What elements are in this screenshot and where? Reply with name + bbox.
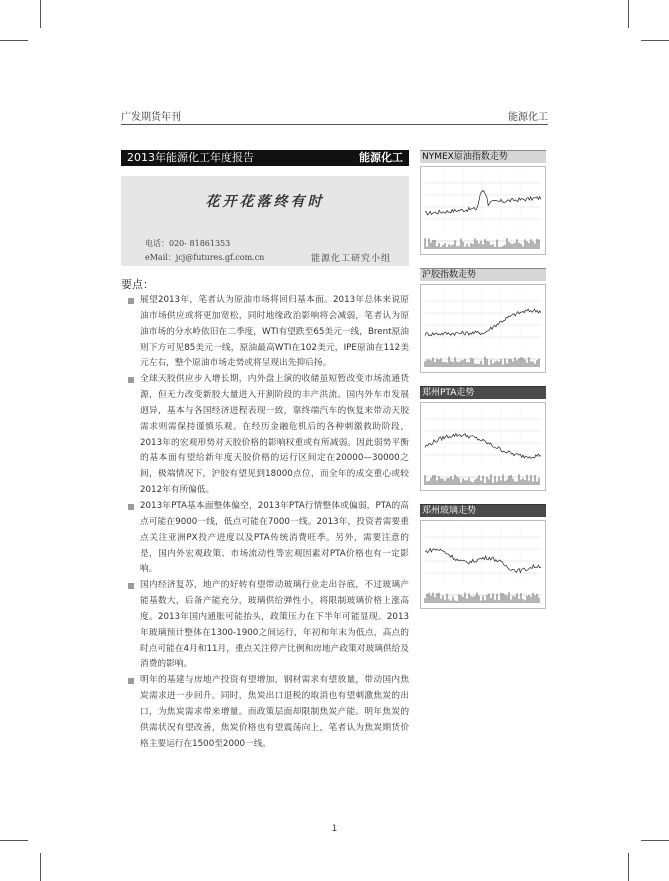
- pta-chart-image: [421, 403, 545, 490]
- bullet-square-icon: [128, 298, 134, 304]
- keypoint-coke: [128, 673, 409, 752]
- chart-frame: [420, 166, 546, 255]
- research-team: 能源化工研究小组: [310, 254, 391, 264]
- crop-mark-top-right-h: [641, 40, 669, 41]
- chart-frame: [420, 284, 546, 373]
- chart-frame: [420, 402, 546, 491]
- crop-mark-bottom-right-v: [628, 853, 629, 881]
- report-motto: 花开花落终有时: [205, 194, 325, 210]
- keypoint-glass: [128, 578, 409, 673]
- keypoint-text: 明年的基建与房地产投资有望增加，钢材需求有望放量，带动国内焦炭需求进一步回升。同时，焦炭出口退税的取消也有望刺激焦炭的出口，为焦炭需求带来增量。而政策层面却限制焦炭产能。明年焦炭的供需状况有望改善，焦炭价格也有望震荡向上，笔者认为焦炭期货价格主要运行在1500至2000一线。: [140, 675, 409, 749]
- contact-phone: 电话：020- 81861353: [145, 239, 231, 248]
- running-header: [121, 108, 548, 122]
- keypoint-text: 展望2013年，笔者认为原油市场将回归基本面。2013年总体来说原油市场供应或将更加宽松，同时地缘政治影响将会减弱，笔者认为原油市场的分水岭依旧在二季度，WTI有望跌至65美元一线，Brent原油则下方可见85美元一线，原油最高WTI在102美元，IPE原油在112美元左右，整个原油市场走势或将呈现出先抑后扬。: [140, 295, 409, 369]
- crop-mark-bottom-left-v: [40, 853, 41, 881]
- keypoint-crude-oil: [128, 293, 409, 372]
- bullet-square-icon: [128, 678, 134, 684]
- chart-caption: 沪胶指数走势: [420, 268, 546, 281]
- report-sector: 能源化工: [359, 151, 403, 164]
- keypoint-pta: [128, 499, 409, 578]
- crop-mark-bottom-left-h: [0, 840, 28, 841]
- report-title: 2013年能源化工年度报告: [127, 151, 254, 164]
- contact-email: eMail：jcj@futures.gf.com.cn: [145, 253, 265, 262]
- crop-mark-bottom-right-h: [641, 840, 669, 841]
- bullet-square-icon: [128, 583, 134, 589]
- crop-mark-top-right-v: [628, 0, 629, 28]
- nymex-chart-image: [421, 167, 545, 254]
- crop-mark-top-left-v: [40, 0, 41, 28]
- rubber-chart-image: [421, 285, 545, 372]
- keypoint-rubber: [128, 372, 409, 499]
- crop-mark-top-left-h: [0, 40, 28, 41]
- chart-panel-nymex: [420, 150, 546, 255]
- page-number: 1: [331, 824, 338, 834]
- bullet-square-icon: [128, 377, 134, 383]
- chart-caption: 郑州玻璃走势: [420, 504, 546, 517]
- glass-chart-image: [421, 521, 545, 608]
- keypoint-text: 2013年PTA基本面整体偏空，2013年PTA行情整体或偏弱，PTA的高点可能在9000一线，低点可能在7000一线。2013年，投资者需要重点关注亚洲PX投产进度以及PTA传统消费旺季。另外，需要注意的是，国内外宏观政策、市场流动性等宏观因素对PTA价格也有一定影响。: [140, 500, 409, 575]
- keypoint-text: 国内经济复苏，地产的好转有望带动玻璃行业走出谷底，不过玻璃产能基数大，后备产能充分，玻璃供给弹性小，将限制玻璃价格上涨高度。2013年国内通胀可能抬头，政策压力在下半年可能显现。2013年玻璃预计整体在1300-1900之间运行，年初和年末为低点，高点的时点可能在4月和11月，重点关注停产比例和房地产政策对玻璃供给及消费的影响。: [140, 580, 409, 670]
- chart-panel-pta: [420, 386, 546, 491]
- chart-caption: 郑州PTA走势: [420, 386, 546, 399]
- chart-panel-rubber: [420, 268, 546, 373]
- chart-panel-glass: [420, 504, 546, 609]
- publication-name: 广发期货年刊: [121, 112, 181, 123]
- report-title-bar: [121, 150, 409, 166]
- header-divider: [121, 124, 548, 125]
- bullet-square-icon: [128, 504, 134, 510]
- chart-frame: [420, 520, 546, 609]
- keypoints-heading: 要点：: [121, 278, 154, 291]
- section-name: 能源化工: [508, 112, 548, 123]
- report-banner: [121, 176, 409, 266]
- keypoints-list: [128, 293, 409, 752]
- keypoint-text: 全球天胶供应步入增长期，内外盘上演的收储虽短暂改变市场流通货源，但无力改变新胶大量进入开割阶段的丰产洪流。国内外车市发展迥异，基本与各国经济进程表现一致，靠终端汽车的恢复来带动天胶需求则需保持谨慎乐观。在经历金融危机后的各种刺激救助阶段，2013年的宏观形势对天胶价格的影响权重或有所减弱。因此弱势平衡的基本面有望给新年度天胶价格的运行区间定在20000—30000之间，极端情况下，沪胶有望见到18000点位，而全年的成交重心或较2012年有所偏低。: [140, 374, 409, 496]
- chart-caption: NYMEX原油指数走势: [420, 150, 546, 163]
